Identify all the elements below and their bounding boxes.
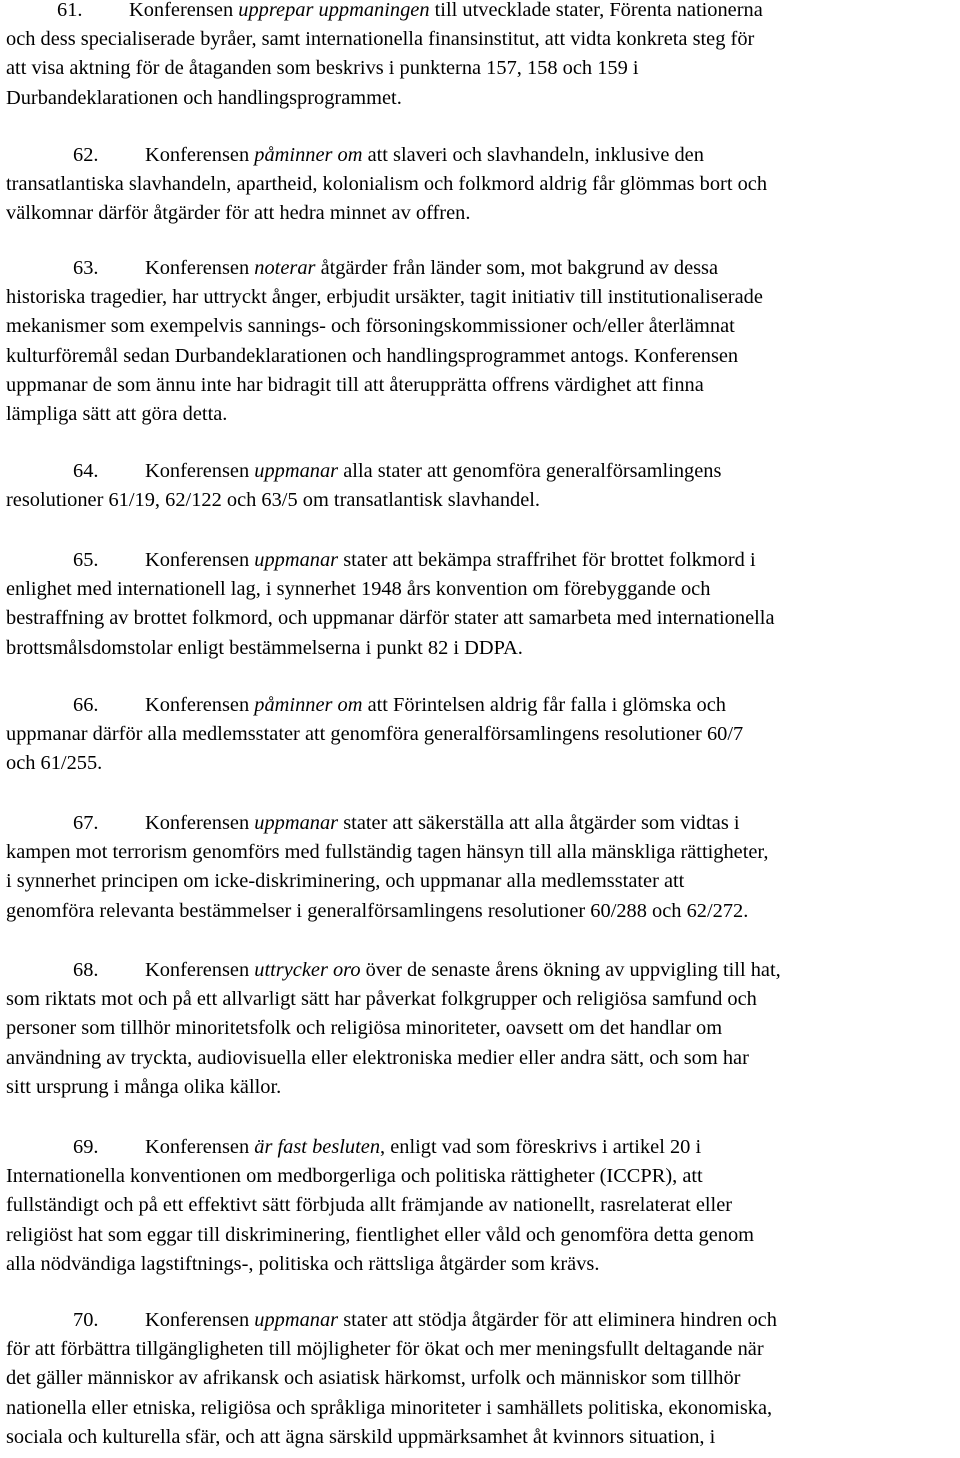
paragraph-text: att Förintelsen aldrig får falla i glömska och — [362, 694, 726, 716]
paragraph-line — [6, 283, 960, 312]
paragraph-line — [6, 546, 960, 575]
paragraph-line — [6, 1162, 960, 1191]
paragraph-line — [6, 1044, 960, 1073]
emphasized-verb: uppmanar — [254, 812, 339, 834]
emphasized-verb: påminner om — [254, 694, 363, 716]
paragraph-text: över de senaste årens ökning av uppvigling till hat, — [360, 959, 781, 981]
paragraph-line — [6, 141, 960, 170]
paragraph-line — [6, 54, 960, 83]
paragraph-number: 66. — [73, 694, 99, 716]
paragraph-69 — [6, 1133, 960, 1279]
paragraph-line — [6, 1221, 960, 1250]
paragraph-number: 70. — [73, 1309, 99, 1331]
paragraph-text: kampen mot terrorism genomförs med fullständig tagen hänsyn till alla mänskliga rättigheter, — [6, 841, 769, 864]
paragraph-text: att slaveri och slavhandeln, inklusive den — [362, 144, 704, 166]
emphasized-verb: påminner om — [254, 144, 363, 166]
paragraph-61 — [6, 0, 960, 113]
paragraph-text: historiska tragedier, har uttryckt ånger, erbjudit ursäkter, tagit initiativ till institutionaliserade — [6, 286, 763, 309]
paragraph-line — [6, 312, 960, 341]
paragraph-line — [6, 1364, 960, 1393]
paragraph-line — [6, 720, 960, 749]
paragraph-line — [6, 1133, 960, 1162]
paragraph-65 — [6, 546, 960, 663]
paragraph-text: religiöst hat som eggar till diskriminering, fientlighet eller våld och genomföra detta genom — [6, 1223, 755, 1246]
paragraph-line — [6, 170, 960, 199]
paragraph-text: bestraffning av brottet folkmord, och uppmanar därför stater att samarbeta med internationella — [6, 607, 775, 630]
paragraph-text: Internationella konventionen om medborgerliga och politiska rättigheter (ICCPR), att — [6, 1165, 703, 1188]
paragraph-line — [6, 342, 960, 371]
paragraph-text: enlighet med internationell lag, i synnerhet 1948 års konvention om förebyggande och — [6, 578, 711, 601]
paragraph-line — [6, 199, 960, 228]
paragraph-text: alla nödvändiga lagstiftnings-, politiska och rättsliga åtgärder som krävs. — [6, 1252, 600, 1275]
paragraph-text: Konferensen — [145, 460, 255, 482]
paragraph-text: Konferensen — [145, 959, 255, 981]
emphasized-verb: uppmanar — [254, 1309, 339, 1331]
paragraph-67 — [6, 809, 960, 926]
paragraph-number: 68. — [73, 959, 99, 981]
paragraph-70 — [6, 1306, 960, 1452]
paragraph-text: Konferensen — [145, 812, 255, 834]
emphasized-verb: är fast besluten — [254, 1136, 381, 1158]
paragraph-line — [6, 371, 960, 400]
paragraph-line — [6, 634, 960, 663]
paragraph-number: 65. — [73, 549, 99, 571]
paragraph-line — [6, 985, 960, 1014]
paragraph-text: välkomnar därför åtgärder för att hedra minnet av offren. — [6, 202, 471, 225]
paragraph-text: Konferensen — [145, 694, 255, 716]
paragraph-line — [6, 956, 960, 985]
paragraph-line — [6, 0, 960, 25]
paragraph-number: 64. — [73, 460, 99, 482]
paragraph-line — [6, 749, 960, 778]
paragraph-text: stater att säkerställa att alla åtgärder som vidtas i — [338, 812, 740, 834]
paragraph-text: att visa aktning för de åtaganden som beskrivs i punkterna 157, 158 och 159 i — [6, 57, 639, 80]
paragraph-line — [6, 1073, 960, 1102]
paragraph-line — [6, 1335, 960, 1364]
emphasized-verb: upprepar uppmaningen — [238, 0, 430, 21]
paragraph-68 — [6, 956, 960, 1102]
paragraph-text: Konferensen — [145, 1136, 255, 1158]
paragraph-number: 61. — [57, 0, 83, 21]
paragraph-line — [6, 1191, 960, 1220]
paragraph-text: Durbandeklarationen och handlingsprogrammet. — [6, 86, 402, 109]
paragraph-text: åtgärder från länder som, mot bakgrund av dessa — [315, 257, 719, 279]
paragraph-line — [6, 897, 960, 926]
emphasized-verb: uppmanar — [254, 460, 339, 482]
paragraph-line — [6, 1014, 960, 1043]
paragraph-line — [6, 1306, 960, 1335]
emphasized-verb: uppmanar — [254, 549, 339, 571]
paragraph-62 — [6, 141, 960, 229]
paragraph-text: uppmanar därför alla medlemsstater att genomföra generalförsamlingens resolutioner 60/7 — [6, 723, 744, 746]
paragraph-text: alla stater att genomföra generalförsamlingens — [338, 460, 722, 482]
paragraph-text: Konferensen — [145, 549, 255, 571]
paragraph-text: och 61/255. — [6, 752, 103, 775]
paragraph-text: Konferensen — [129, 0, 239, 21]
paragraph-line — [6, 691, 960, 720]
paragraph-number: 69. — [73, 1136, 99, 1158]
paragraph-line — [6, 1250, 960, 1279]
paragraph-line — [6, 575, 960, 604]
paragraph-text: Konferensen — [145, 1309, 255, 1331]
paragraph-line — [6, 254, 960, 283]
paragraph-line — [6, 25, 960, 54]
paragraph-text: sociala och kulturella sfär, och att ägna särskild uppmärksamhet åt kvinnors situation, i — [6, 1425, 716, 1448]
paragraph-number: 63. — [73, 257, 99, 279]
paragraph-text: till utvecklade stater, Förenta nationerna — [429, 0, 763, 21]
paragraph-line — [6, 604, 960, 633]
paragraph-text: brottsmålsdomstolar enligt bestämmelserna i punkt 82 i DDPA. — [6, 636, 523, 659]
paragraph-63 — [6, 254, 960, 429]
paragraph-66 — [6, 691, 960, 779]
paragraph-text: som riktats mot och på ett allvarligt sätt har påverkat folkgrupper och religiösa samfund och — [6, 988, 757, 1011]
paragraph-line — [6, 809, 960, 838]
paragraph-text: resolutioner 61/19, 62/122 och 63/5 om transatlantisk slavhandel. — [6, 489, 541, 512]
paragraph-text: fullständigt och på ett effektivt sätt förbjuda allt främjande av nationellt, rasrelaterat eller — [6, 1194, 733, 1217]
paragraph-text: Konferensen — [145, 144, 255, 166]
paragraph-text: , enligt vad som föreskrivs i artikel 20 i — [380, 1136, 702, 1158]
paragraph-number: 62. — [73, 144, 99, 166]
paragraph-text: uppmanar de som ännu inte har bidragit till att återupprätta offrens värdighet att finna — [6, 373, 704, 396]
paragraph-text: kulturföremål sedan Durbandeklarationen och handlingsprogrammet antogs. Konferensen — [6, 344, 739, 367]
paragraph-text: nationella eller etniska, religiösa och språkliga minoriteter i samhällets politiska, ekonomiska, — [6, 1396, 773, 1419]
paragraph-text: det gäller människor av afrikansk och asiatisk härkomst, urfolk och människor som tillhör — [6, 1367, 741, 1390]
paragraph-text: i synnerhet principen om icke-diskriminering, och uppmanar alla medlemsstater att — [6, 870, 685, 893]
paragraph-text: personer som tillhör minoritetsfolk och religiösa minoriteter, oavsett om det handlar om — [6, 1017, 723, 1040]
paragraph-line — [6, 400, 960, 429]
paragraph-number: 67. — [73, 812, 99, 834]
paragraph-text: sitt ursprung i många olika källor. — [6, 1075, 282, 1098]
paragraph-text: Konferensen — [145, 257, 255, 279]
paragraph-64 — [6, 457, 960, 515]
paragraph-text: och dess specialiserade byråer, samt internationella finansinstitut, att vidta konkreta steg för — [6, 28, 755, 51]
paragraph-line — [6, 84, 960, 113]
paragraph-text: genomföra relevanta bestämmelser i generalförsamlingens resolutioner 60/288 och 62/272. — [6, 899, 749, 922]
paragraph-line — [6, 1423, 960, 1452]
emphasized-verb: uttrycker oro — [254, 959, 361, 981]
paragraph-text: mekanismer som exempelvis sannings- och försoningskommissioner och/eller återlämnat — [6, 315, 735, 338]
emphasized-verb: noterar — [254, 257, 316, 279]
paragraph-line — [6, 486, 960, 515]
paragraph-line — [6, 867, 960, 896]
paragraph-text: lämpliga sätt att göra detta. — [6, 402, 228, 425]
paragraph-line — [6, 838, 960, 867]
paragraph-text: transatlantiska slavhandeln, apartheid, kolonialism och folkmord aldrig får glömmas bort och — [6, 173, 768, 196]
paragraph-text: stater att stödja åtgärder för att eliminera hindren och — [338, 1309, 777, 1331]
paragraph-text: stater att bekämpa straffrihet för brottet folkmord i — [338, 549, 756, 571]
paragraph-text: för att förbättra tillgängligheten till möjligheter för ökat och mer meningsfullt deltagande när — [6, 1338, 764, 1361]
paragraph-text: användning av tryckta, audiovisuella eller elektroniska medier eller andra sätt, och som har — [6, 1046, 749, 1069]
paragraph-line — [6, 457, 960, 486]
paragraph-line — [6, 1394, 960, 1423]
